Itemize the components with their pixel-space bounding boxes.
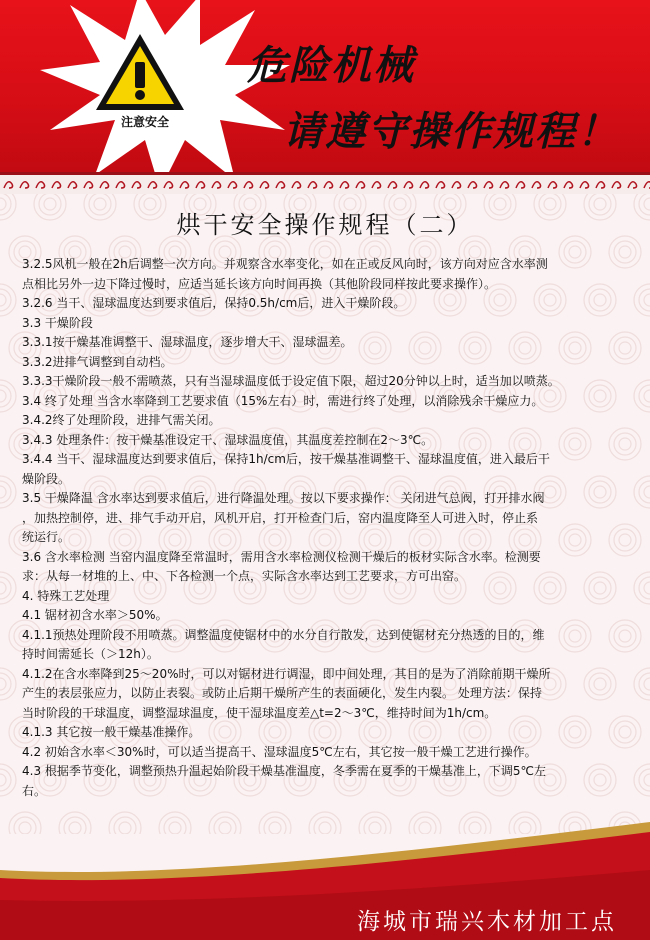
document-title: 烘干安全操作规程（二） bbox=[176, 211, 474, 239]
document-line: 求：从每一材堆的上、中、下各检测一个点，实际含水率达到工艺要求，方可出窑。 bbox=[22, 569, 467, 583]
document-line: 右。 bbox=[22, 783, 47, 798]
document-line: 当时阶段的干球温度，调整湿球温度，使干湿球温度差△t=2～3℃，维持时间为1h/cm。 bbox=[22, 705, 497, 720]
warning-triangle-icon bbox=[92, 30, 188, 116]
document-line: 3.4.3 处理条件：按干燥基准设定干、湿球温度值，其温度差控制在2～3℃。 bbox=[22, 432, 434, 447]
document-line: 3.4 终了处理 当含水率降到工艺要求值（15%左右）时，需进行终了处理，以消除残余干燥应力。 bbox=[22, 393, 544, 408]
document-line: 3.5 干燥降温 含水率达到要求值后，进行降温处理。按以下要求操作： 关闭进气总阀，打开排水阀 bbox=[22, 491, 545, 505]
warning-label: 注意安全 bbox=[120, 115, 169, 129]
company-name: 海城市瑞兴木材加工点 bbox=[357, 909, 617, 935]
document-line: 4. 特殊工艺处理 bbox=[22, 588, 110, 603]
document-line: 3.3.1按干燥基准调整干、湿球温度，逐步增大干、湿球温差。 bbox=[22, 335, 353, 349]
document-line: 3.3 干燥阶段 bbox=[22, 315, 93, 330]
document-line: 3.6 含水率检测 当窑内温度降至常温时，需用含水率检测仪检测干燥后的板材实际含水率。检测要 bbox=[22, 549, 541, 564]
document-line: 3.2.6 当干、湿球温度达到要求值后，保持0.5h/cm后，进入干燥阶段。 bbox=[22, 296, 406, 310]
document-line: ，加热控制停，进、排气手动开启，风机开启，打开检查门后，窑内温度降至人可进入时，停止系 bbox=[22, 510, 539, 525]
document-line: 点相比另外一边下降过慢时，应适当延长该方向时间再换（其他阶段同样按此要求操作）。 bbox=[22, 276, 497, 291]
document-line: 3.2.5风机一般在2h后调整一次方向。并观察含水率变化，如在正或反风向时，该方向对应含水率测 bbox=[22, 257, 548, 271]
ornament-border bbox=[0, 172, 650, 194]
document-line: 燥阶段。 bbox=[22, 471, 71, 486]
document-line: 4.1.3 其它按一般干燥基准操作。 bbox=[22, 725, 201, 739]
document-line: 产生的表层张应力，以防止表裂。或防止后期干燥所产生的表面硬化，发生内裂。 处理方法：保持 bbox=[22, 686, 542, 700]
document-body bbox=[22, 255, 648, 801]
document-line: 3.3.2进排气调整到自动档。 bbox=[22, 354, 173, 369]
headline-line1: 危险机械 bbox=[247, 43, 415, 89]
document-line: 持时间需延长（＞12h）。 bbox=[22, 647, 159, 661]
header-banner bbox=[0, 0, 650, 172]
document-line: 统运行。 bbox=[22, 530, 71, 544]
headline-line2: 请遵守操作规程！ bbox=[283, 109, 619, 155]
document-line: 4.2 初始含水率＜30%时，可以适当提高干、湿球温度5℃左右，其它按一般干燥工艺进行操作。 bbox=[22, 744, 537, 759]
document-line: 4.1.2在含水率降到25～20%时，可以对锯材进行调湿，即中间处理，其目的是为了消除前期干燥所 bbox=[22, 666, 551, 681]
document-line: 3.4.2终了处理阶段，进排气需关闭。 bbox=[22, 413, 221, 427]
document-line: 4.3 根据季节变化，调整预热升温起始阶段干燥基准温度，冬季需在夏季的干燥基准上，下调5℃左 bbox=[22, 764, 547, 778]
document-line: 4.1 锯材初含水率＞50%。 bbox=[22, 608, 168, 622]
document-line: 4.1.1预热处理阶段不用喷蒸。调整温度使锯材中的水分自行散发，达到使锯材充分热透的目的，维 bbox=[22, 627, 545, 642]
document-line: 3.3.3干燥阶段一般不需喷蒸，只有当湿球温度低于设定值下限，超过20分钟以上时，适当加以喷蒸。 bbox=[22, 374, 560, 388]
document-line: 3.4.4 当干、湿球温度达到要求值后，保持1h/cm后，按干燥基准调整干、湿球温度值，进入最后干 bbox=[22, 452, 550, 466]
